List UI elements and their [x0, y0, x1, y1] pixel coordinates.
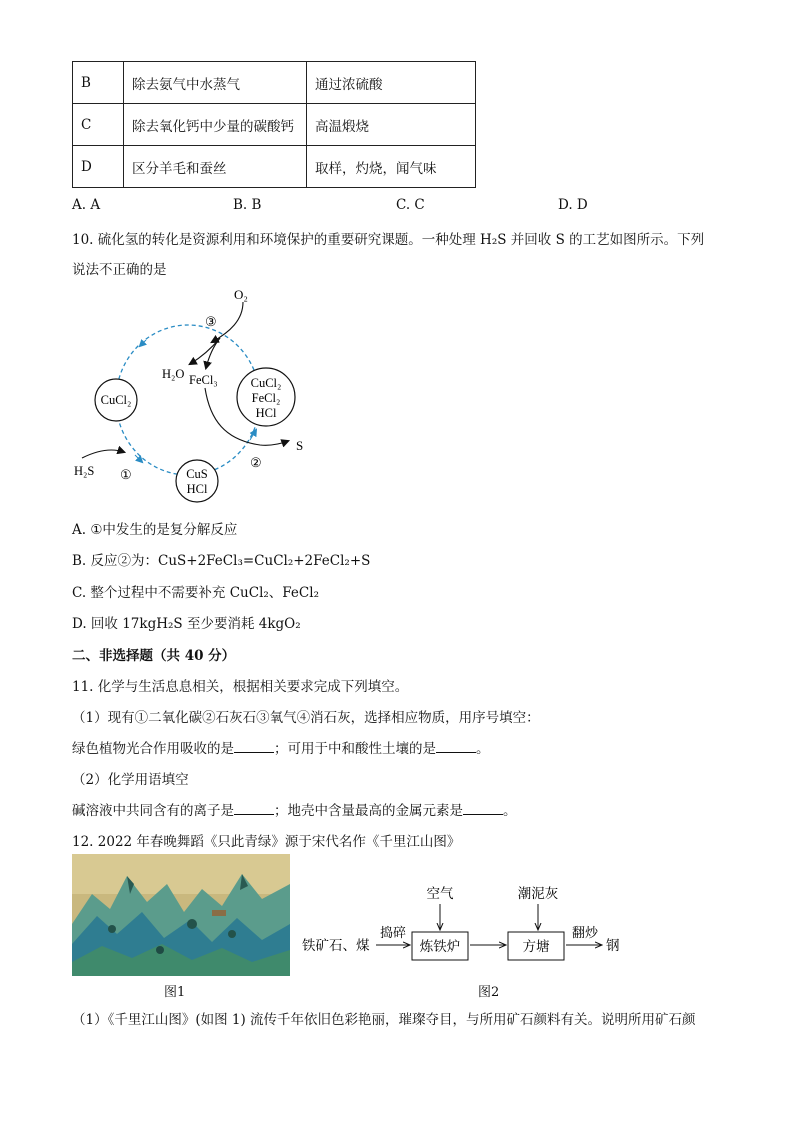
- q10-option-b: B. 反应②为：CuS+2FeCl₃=CuCl₂+2FeCl₂+S: [72, 553, 371, 569]
- q11-part2-questions: [72, 799, 517, 819]
- option-cell: C: [73, 104, 124, 146]
- q11-part2-question-b: ；地壳中含量最高的金属元素是: [274, 803, 463, 819]
- table-row: [73, 104, 476, 146]
- answer-blank[interactable]: [234, 802, 274, 815]
- answer-choice-c: C. C: [396, 197, 425, 213]
- q11-part1: （1）现有①二氧化碳②石灰石③氧气④消石灰，选择相应物质，用序号填空：: [72, 710, 540, 726]
- crush-label: 捣碎: [380, 926, 407, 941]
- bottom-node-line2: HCl: [186, 482, 208, 496]
- bottom-node-line1: CuS: [186, 467, 208, 481]
- right-node-line1: CuCl₂: [250, 376, 282, 390]
- q11-part1-question-b: ；可用于中和酸性土壤的是: [274, 741, 436, 757]
- right-node-line2: FeCl₂: [251, 391, 281, 405]
- q10-option-a: A. ①中发生的是复分解反应: [72, 522, 238, 538]
- to-fecl3-arrow: [206, 338, 220, 368]
- o2-label: O₂: [234, 287, 248, 302]
- right-node-line3: HCl: [255, 406, 277, 420]
- stir-label: 翻炒: [572, 926, 599, 941]
- purpose-cell: 除去氧化钙中少量的碳酸钙: [124, 104, 307, 146]
- method-cell: 取样，灼烧，闻气味: [307, 146, 476, 188]
- answer-blank[interactable]: [463, 802, 503, 815]
- step-2-label: ②: [250, 455, 262, 470]
- table-row: [73, 146, 476, 188]
- h2s-label: H₂S: [74, 464, 95, 478]
- pond-label: 方塘: [522, 939, 550, 955]
- options-table: [72, 61, 476, 188]
- answer-blank[interactable]: [234, 740, 274, 753]
- q10-option-c: C. 整个过程中不需要补充 CuCl₂、FeCl₂: [72, 585, 319, 601]
- fig2-caption: 图2: [478, 985, 500, 1000]
- step-3-label: ③: [205, 314, 217, 329]
- q12-part1: （1）《千里江山图》(如图 1) 流传千年依旧色彩艳丽，璀璨夺目，与所用矿石颜料有关。说明所用矿石颜: [72, 1012, 696, 1028]
- purpose-cell: 区分羊毛和蚕丝: [124, 146, 307, 188]
- q10-stem-line1: 10. 硫化氢的转化是资源利用和环境保护的重要研究课题。一种处理 H₂S 并回收 S 的工艺如图所示。下列: [72, 232, 705, 248]
- method-cell: 通过浓硫酸: [307, 62, 476, 104]
- furnace-label: 炼铁炉: [419, 939, 461, 955]
- air-label: 空气: [426, 886, 454, 902]
- section-title: 二、非选择题（共 40 分）: [72, 648, 236, 664]
- purpose-cell: 除去氨气中水蒸气: [124, 62, 307, 104]
- q12-stem: 12. 2022 年春晚舞蹈《只此青绿》源于宋代名作《千里江山图》: [72, 834, 461, 850]
- period: 。: [476, 741, 490, 757]
- q11-part1-questions: [72, 737, 490, 757]
- answer-blank[interactable]: [436, 740, 476, 753]
- q10-option-d: D. 回收 17kgH₂S 至少要消耗 4kgO₂: [72, 616, 301, 632]
- q10-stem-line2: 说法不正确的是: [72, 262, 167, 278]
- landscape-painting-image: [72, 854, 290, 976]
- mud-ash-label: 潮泥灰: [517, 886, 559, 902]
- s-product-label: S: [296, 438, 304, 453]
- h2s-arrow: [82, 450, 124, 458]
- step-1-label: ①: [120, 467, 132, 482]
- fig1-caption: 图1: [164, 985, 186, 1000]
- product-label: 钢: [606, 938, 620, 954]
- cucl2-left-label: CuCl₂: [100, 393, 132, 407]
- answer-choice-a: A. A: [72, 197, 101, 213]
- table-row: [73, 62, 476, 104]
- option-cell: B: [73, 62, 124, 104]
- h2o-label: H₂O: [162, 367, 185, 381]
- q11-part2: （2）化学用语填空: [72, 772, 189, 788]
- fecl3-label: FeCl₃: [189, 373, 218, 387]
- q11-part1-question-a: 绿色植物光合作用吸收的是: [72, 741, 234, 757]
- period: 。: [503, 803, 517, 819]
- input-label: 铁矿石、煤: [302, 938, 370, 954]
- steelmaking-flowchart: [300, 880, 640, 962]
- q11-stem: 11. 化学与生活息息相关，根据相关要求完成下列填空。: [72, 679, 409, 695]
- to-h2o-arrow: [190, 338, 220, 364]
- q11-part2-question-a: 碱溶液中共同含有的离子是: [72, 803, 234, 819]
- answer-choice-b: B. B: [233, 197, 262, 213]
- option-cell: D: [73, 146, 124, 188]
- method-cell: 高温煅烧: [307, 104, 476, 146]
- process-cycle-diagram: [60, 280, 320, 505]
- answer-choice-d: D. D: [558, 197, 588, 213]
